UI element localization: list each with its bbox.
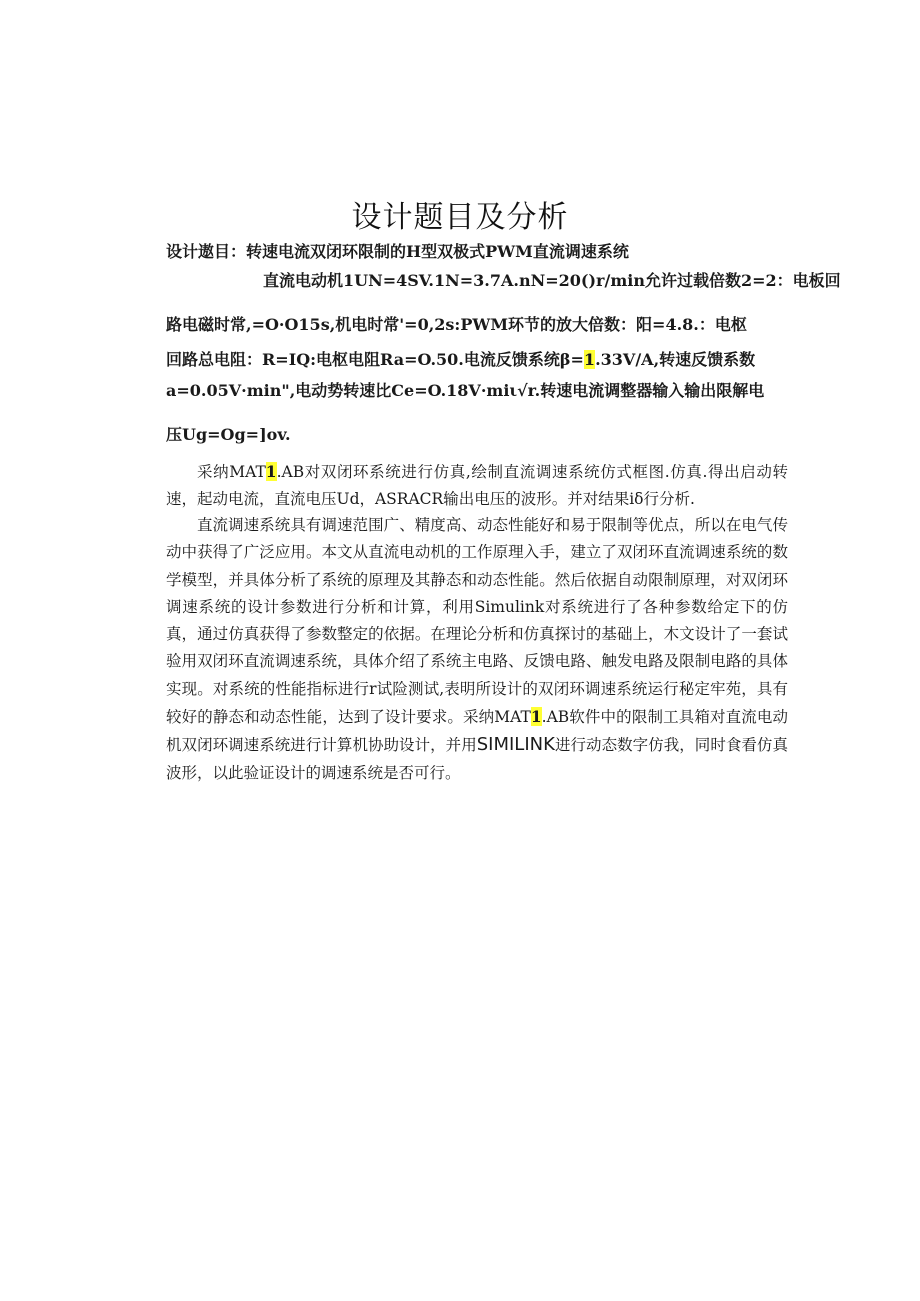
resistance-line-pre: 回路总电阻：R=IQ:电枢电阻Ra=O.50.电流反馈系统β= [166,350,584,369]
simulation-paragraph [166,458,788,514]
page-title: 设计题目及分析 [351,200,569,235]
abstract-part-1: 直流调速系统具有调速范围广、精度高、动态性能好和易于限制等优点，所以在电气传动中获得了广泛应用。本文从直流电动机的工作原理入手，建立了双闭环直流调速系统的数学模型，并具体分析了系统的原理及其静态和动态性能。然后依据自动限制原理，对双闭环调速系统的设计参数进行分析和计算，利用Simulink对系统进行了各种参数给定下的仿真，通过仿真获得了参数整定的依据。在理论分析和仿真探讨的基础上，木文设计了一套试验用双闭环直流调速系统，具体介绍了系统主电路、反馈电路、触发电路及限制电路的具体实现。对系统的性能指标进行r试险测试,表明所设计的双闭环调速系统运行秘定牢苑，具有较好的静态和动态性能，达到了设计要求。采纳MAT [166,516,788,727]
highlight-mark: 1 [265,462,277,481]
resistance-line [166,349,755,371]
resistance-line-post: .33V∕A,转速反馈系数 [595,350,756,369]
abstract-part-3: 进行动态数字仿我，同时食看仿真波形，以此验证设计的调速系统是否可行。 [166,736,788,782]
motor-params-line: 直流电动机1UN=4SV.1N=3.7A.nN=20()r∕min允许过载倍数2=2：电板回 [263,271,841,290]
limit-voltage-line: 压Ug=Og=]ov. [166,425,291,444]
simulation-paragraph-pre: 采纳MAT [197,463,266,481]
abstract-part-2: .AB软件中的限制工具箱对直流电动机双闭环调速系统进行计算机协助设计，并用 [166,708,789,755]
highlight-mark: 1 [583,350,596,369]
simulation-paragraph-post: .AB对双闭环系统进行仿真,绘制直流调速系统仿式框图.仿真.得出启动转速，起动电流，直流电压Ud，ASRACR输出电压的波形。并对结果iδ行分析. [166,463,789,509]
feedback-coefficient-line: a=0.05V·min",电动势转速比Ce=O.18V·miι√r.转速电流调整器输入输出限解电 [166,381,765,400]
design-topic-line: 设计遨目：转速电流双闭环限制的H型双极式PWM直流调速系统 [166,242,629,261]
time-constants-line: 路电磁时常,=O·O15s,机电时常'=0,2s:PWM环节的放大倍数：阳=4.8.：电枢 [166,315,747,334]
simlink-term: SIMILINK [476,734,555,756]
highlight-mark: 1 [530,707,542,727]
abstract-paragraph [166,512,788,787]
